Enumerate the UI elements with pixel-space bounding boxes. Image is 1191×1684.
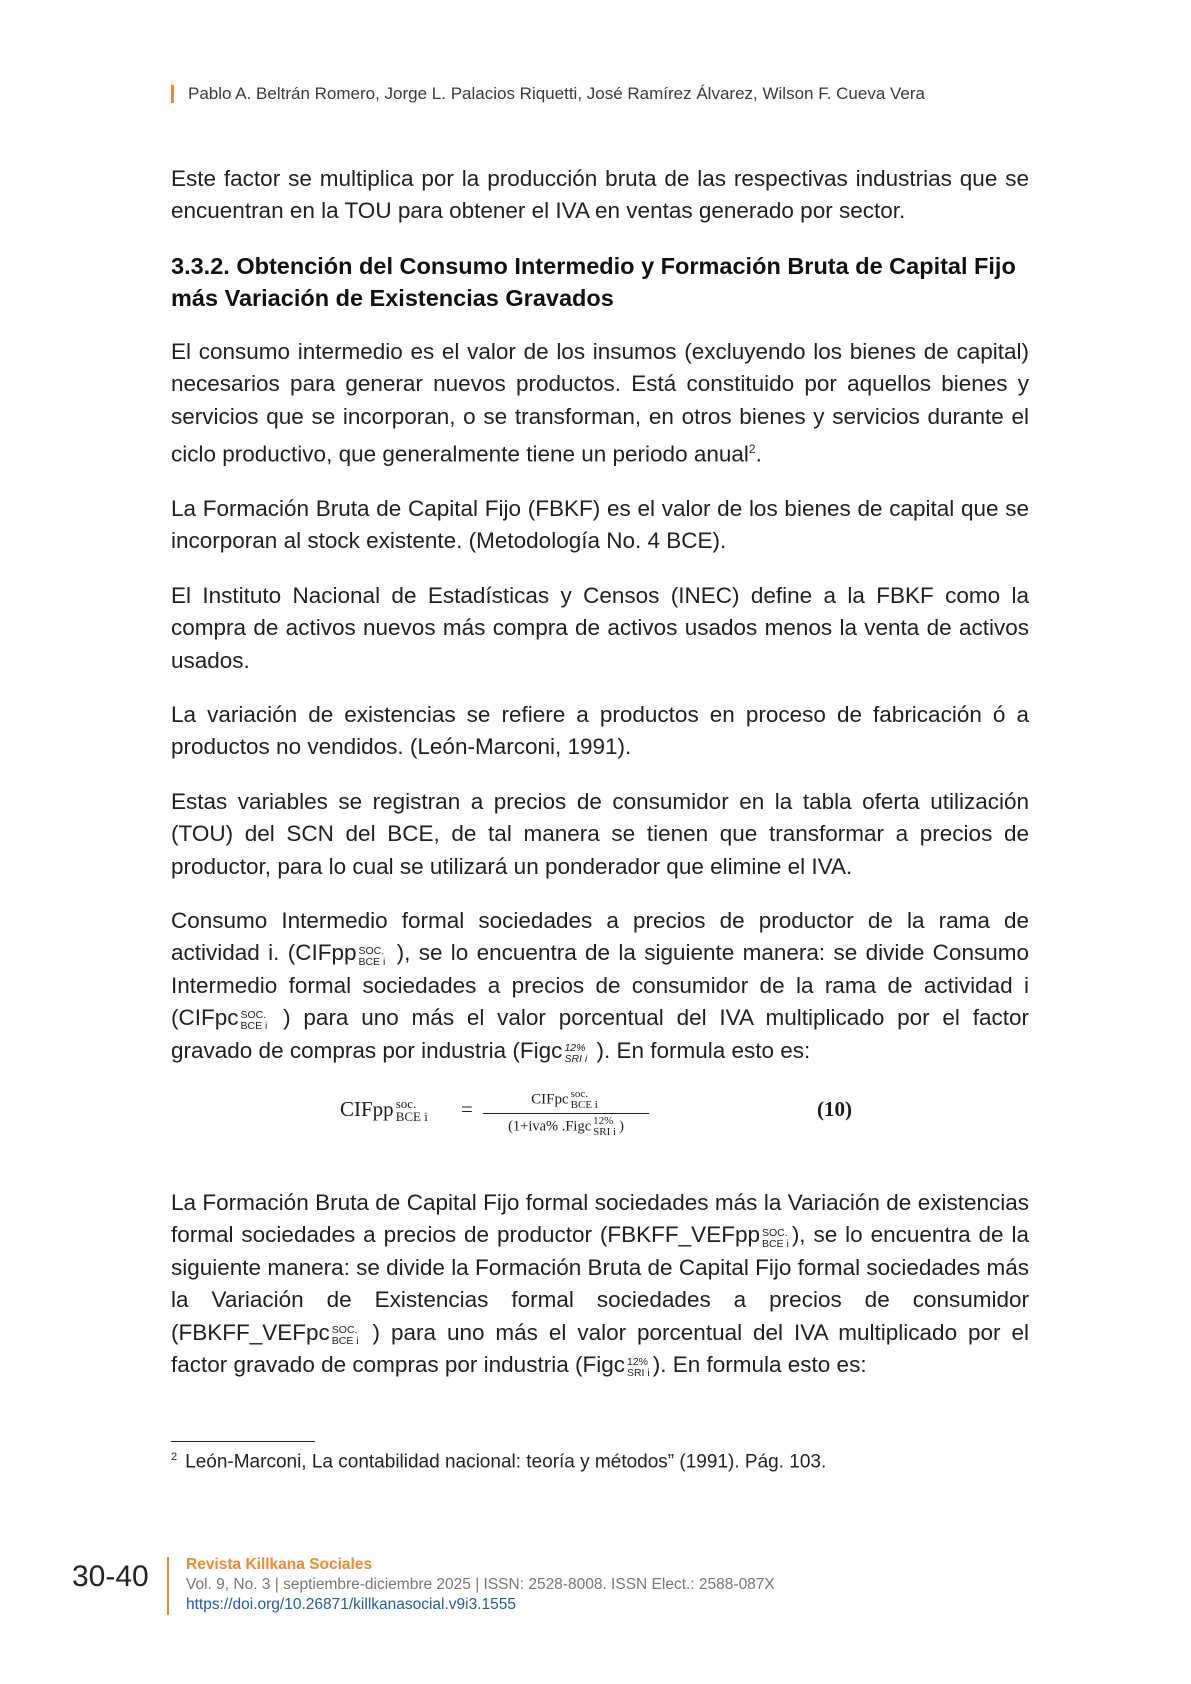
script-sub: SRI i	[626, 1367, 650, 1380]
page-number: 30-40	[72, 1560, 149, 1593]
equation-number: (10)	[817, 1097, 852, 1122]
paragraph-7	[171, 905, 1029, 1067]
inline-script-6	[627, 1357, 650, 1379]
formula-lhs-scripts	[396, 1097, 428, 1123]
denominator-sub: SRI i	[593, 1126, 617, 1139]
formula-numerator	[483, 1089, 649, 1114]
script-sub: BCE i	[240, 1020, 268, 1033]
section-heading: 3.3.2. Obtención del Consumo Intermedio y Formación Bruta de Capital Fijo más Variación de Existencias Gravados	[171, 252, 1016, 311]
numerator-scripts	[571, 1089, 598, 1111]
p8-text-4: ). En formula esto es:	[652, 1352, 867, 1378]
paragraph-1: Este factor se multiplica por la producción bruta de las respectivas industrias que se encuentran en la TOU para obtener el IVA en ventas generado por sector.	[171, 166, 1029, 224]
footer-accent-bar	[167, 1557, 169, 1615]
script-sup: SOC.	[240, 1009, 267, 1022]
numerator-base: CIFpc	[531, 1091, 569, 1108]
p7-text-3: ) para uno más el valor porcentual del IVA multiplicado por el factor gravado de compras por industria (Figc	[171, 1005, 1029, 1063]
denominator-sup: 12%	[593, 1115, 614, 1128]
footnote-marker: 2	[171, 1451, 178, 1463]
running-header	[171, 84, 1071, 104]
doi-link[interactable]: https://doi.org/10.26871/killkanasocial.v9i3.1555	[186, 1596, 517, 1613]
journal-volume: Vol. 9, No. 3 | septiembre-diciembre 2025 | ISSN: 2528-8008. ISSN Elect.: 2588-087X	[186, 1576, 775, 1593]
script-sub: BCE i	[761, 1237, 789, 1250]
formula-lhs-sub: BCE i	[395, 1109, 428, 1125]
formula-denominator	[483, 1114, 649, 1138]
journal-info	[186, 1555, 775, 1615]
paragraph-6: Estas variables se registran a precios de consumidor en la tabla oferta utilización (TOU) del SCN del BCE, de tal manera se tienen que transformar a precios de productor, para lo cual se utilizará un ponderador que elimine el IVA.	[171, 788, 1029, 879]
p8-text-1: La Formación Bruta de Capital Fijo formal sociedades más la Variación de existencias formal sociedades a precios de productor (FBKFF_VEFpp	[171, 1190, 1029, 1248]
formula-equals: =	[461, 1097, 473, 1122]
script-sub: SRI i	[564, 1052, 588, 1065]
paragraph-8	[171, 1187, 1029, 1381]
header-authors: Pablo A. Beltrán Romero, Jorge L. Palacios Riquetti, José Ramírez Álvarez, Wilson F. Cueva Vera	[188, 84, 925, 103]
script-sup: 12%	[564, 1041, 586, 1054]
footnote	[171, 1451, 826, 1473]
paragraph-2: El consumo intermedio es el valor de los insumos (excluyendo los bienes de capital) necesarios para generar nuevos productos. Está constituido por aquellos bienes y servicios que se incorporan, o se transforman, en otros bienes y servicios durante el ciclo productivo, que generalmente tiene un periodo anual$^2$.	[171, 338, 1029, 467]
denominator-base: (1+iva% .Figc	[508, 1118, 592, 1135]
script-sub: BCE i	[358, 955, 386, 968]
denominator-close: )	[619, 1118, 624, 1135]
numerator-sub: BCE i	[570, 1099, 598, 1112]
script-sup: SOC.	[358, 944, 385, 957]
p8-text-2: ), se lo encuentra de la siguiente manera: se divide la Formación Bruta de Capital Fijo formal sociedades más la Variación de Existencias formal sociedades a precios de consumidor (FBKFF_VEFpc	[171, 1222, 1029, 1345]
header-accent-bar	[171, 85, 174, 103]
main-content	[171, 163, 1029, 1403]
script-sup: 12%	[626, 1356, 648, 1369]
journal-name: Revista Killkana Sociales	[186, 1556, 373, 1573]
formula-lhs-sup: soc.	[395, 1096, 417, 1112]
inline-script-4	[762, 1228, 789, 1250]
footnote-text: León-Marconi, La contabilidad nacional: teoría y métodos” (1991). Pág. 103.	[185, 1451, 827, 1473]
formula-lhs	[340, 1097, 431, 1123]
inline-script-1	[358, 946, 385, 968]
numerator-sup: soc.	[570, 1088, 589, 1101]
script-sub: BCE i	[331, 1334, 359, 1347]
paragraph-4: El Instituto Nacional de Estadísticas y Censos (INEC) define a la FBKF como la compra de activos nuevos más compra de activos usados menos la venta de activos usados.	[171, 582, 1029, 673]
footnote-divider	[171, 1441, 315, 1442]
p7-text-1: Consumo Intermedio formal sociedades a precios de productor de la rama de actividad i. (CIFpp	[171, 908, 1029, 966]
inline-script-3	[564, 1043, 587, 1065]
inline-script-2	[241, 1010, 268, 1032]
p8-text-3: ) para uno más el valor porcentual del IVA multiplicado por el factor gravado de compras por industria (Figc	[171, 1319, 1029, 1378]
paragraph-3: La Formación Bruta de Capital Fijo (FBKF) es el valor de los bienes de capital que se incorporan al stock existente. (Metodología No. 4 BCE).	[171, 495, 1029, 554]
paragraph-5: La variación de existencias se refiere a productos en proceso de fabricación ó a productos no vendidos. (León-Marconi, 1991).	[171, 701, 1029, 760]
paragraph-2-text: El consumo intermedio es el valor de los insumos (excluyendo los bienes de capital) necesarios para generar nuevos productos. Está constituido por aquellos bienes y servicios que se incorporan, o se transforman, en otros bienes y servicios durante el ciclo productivo, que generalmente tiene un periodo anual	[171, 338, 1029, 467]
formula-lhs-base: CIFpp	[340, 1097, 394, 1122]
script-sup: SOC.	[761, 1226, 788, 1239]
inline-script-5	[332, 1325, 359, 1347]
denominator-scripts	[593, 1116, 616, 1138]
script-sup: SOC.	[331, 1323, 358, 1336]
p7-text-2: ), se lo encuentra de la siguiente manera: se divide Consumo Intermedio formal sociedades a precios de consumidor de la rama de actividad i (CIFpc	[171, 940, 1029, 1031]
equation-10	[171, 1089, 1029, 1147]
p7-text-4: ). En formula esto es:	[590, 1037, 811, 1063]
footnote-ref[interactable]: 2	[748, 442, 756, 457]
formula-fraction	[483, 1089, 649, 1138]
